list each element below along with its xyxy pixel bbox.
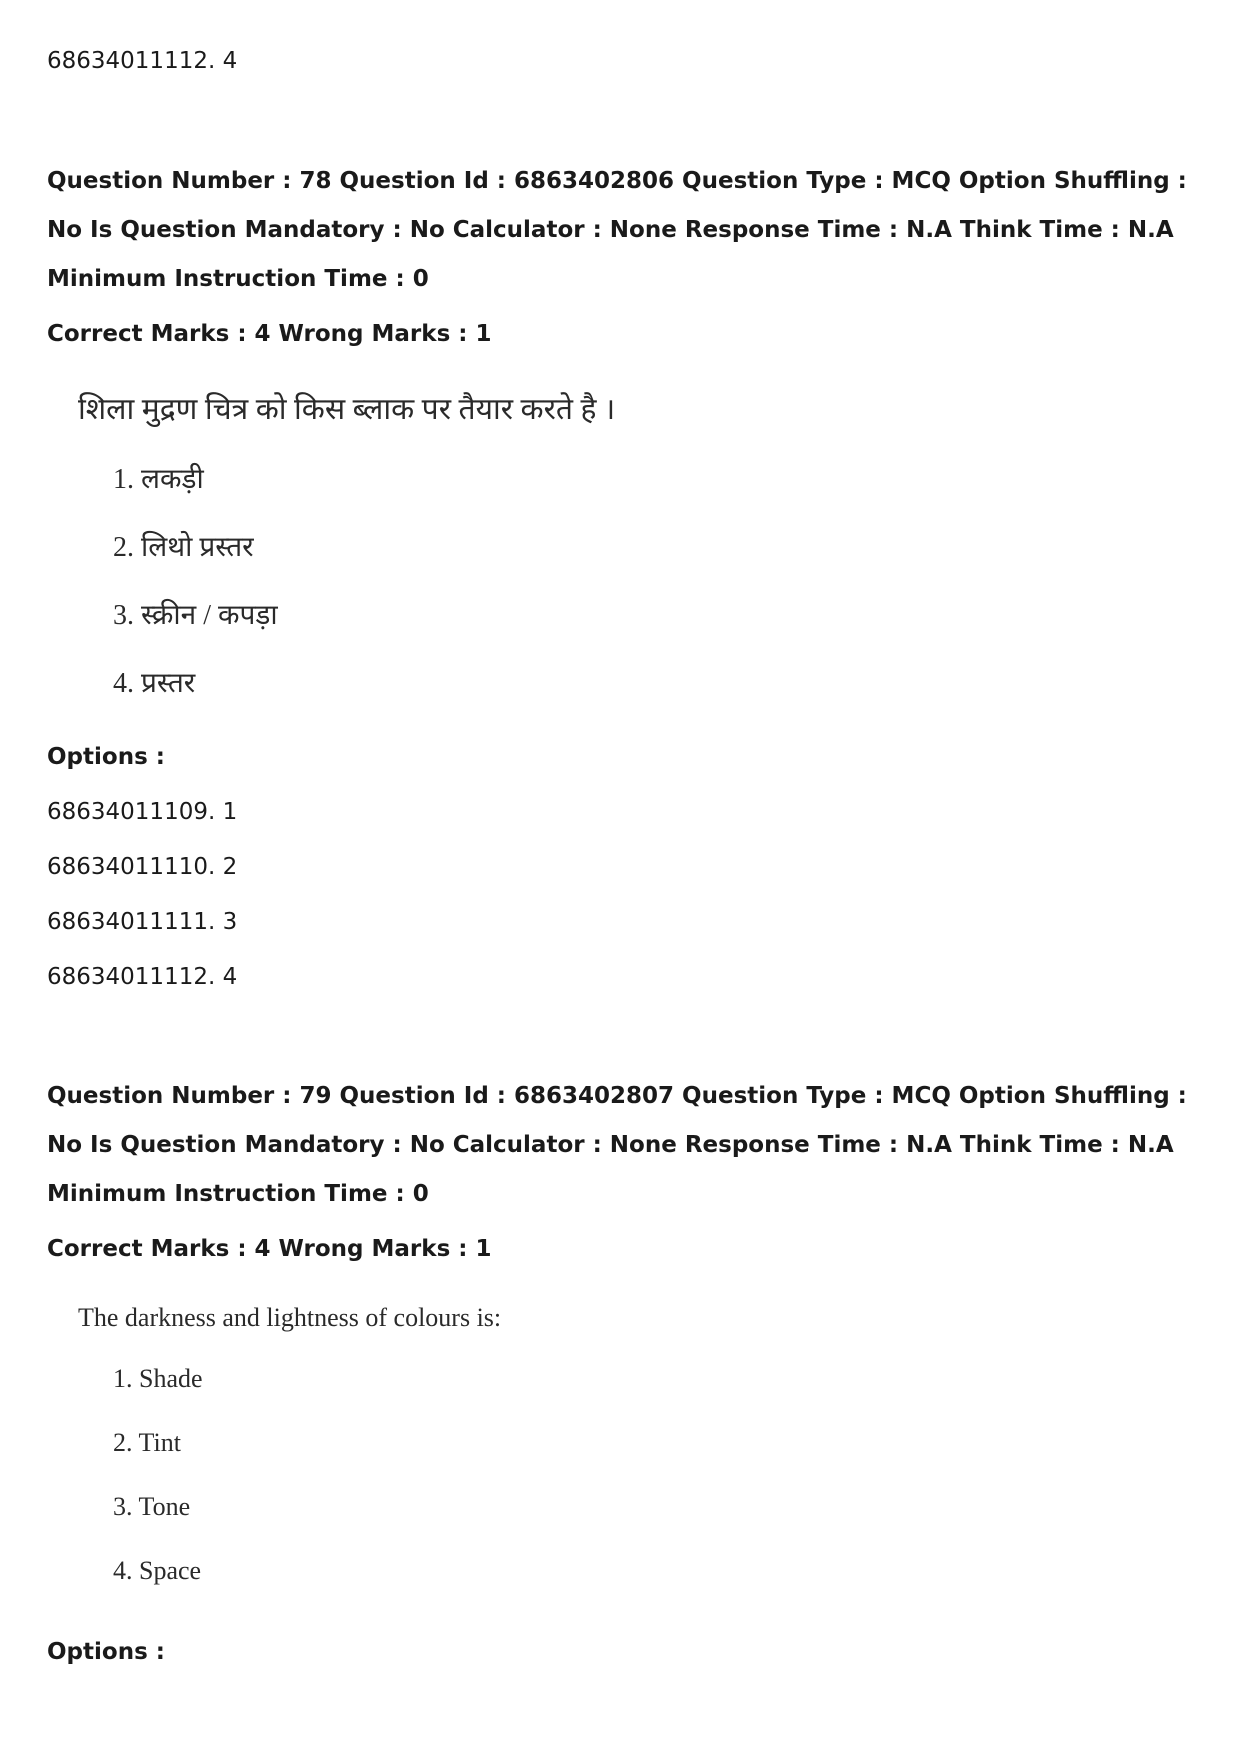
choice-item: 2. लिथो प्रस्तर [113,532,254,563]
option-line: 68634011111. 3 [47,909,238,935]
question-image [78,1300,598,1600]
option-line: 68634011109. 1 [47,799,238,825]
option-line: 68634011112. 4 [47,48,238,74]
choice-item: 1. लकड़ी [113,464,204,495]
question-meta: Question Number : 78 Question Id : 6863402806 Question Type : MCQ Option Shuffling : No Is Question Mandatory : No Calculator : None Response Time : N.A Think Time : N.A Minimum Instruction Time : 0 [47,168,1187,292]
question-image [78,390,698,710]
choice-item: 4. Space [113,1556,202,1585]
option-line: 68634011112. 4 [47,964,238,990]
choice-item: 3. स्क्रीन / कपड़ा [113,600,278,631]
question-text: The darkness and lightness of colours is: [78,1303,502,1332]
choice-item: 2. Tint [113,1428,181,1457]
options-heading: Options : [47,1639,165,1665]
choice-item: 3. Tone [113,1492,191,1521]
choice-item: 4. प्रस्तर [113,668,196,699]
question-meta: Question Number : 79 Question Id : 6863402807 Question Type : MCQ Option Shuffling : No Is Question Mandatory : No Calculator : None Response Time : N.A Think Time : N.A Minimum Instruction Time : 0 [47,1083,1187,1207]
question-text: शिला मुद्रण चित्र को किस ब्लाक पर तैयार करते है । [78,393,616,426]
marks-line: Correct Marks : 4 Wrong Marks : 1 [47,321,492,347]
marks-line: Correct Marks : 4 Wrong Marks : 1 [47,1236,492,1262]
option-line: 68634011110. 2 [47,854,238,880]
choice-item: 1. Shade [113,1364,203,1393]
options-heading: Options : [47,744,165,770]
